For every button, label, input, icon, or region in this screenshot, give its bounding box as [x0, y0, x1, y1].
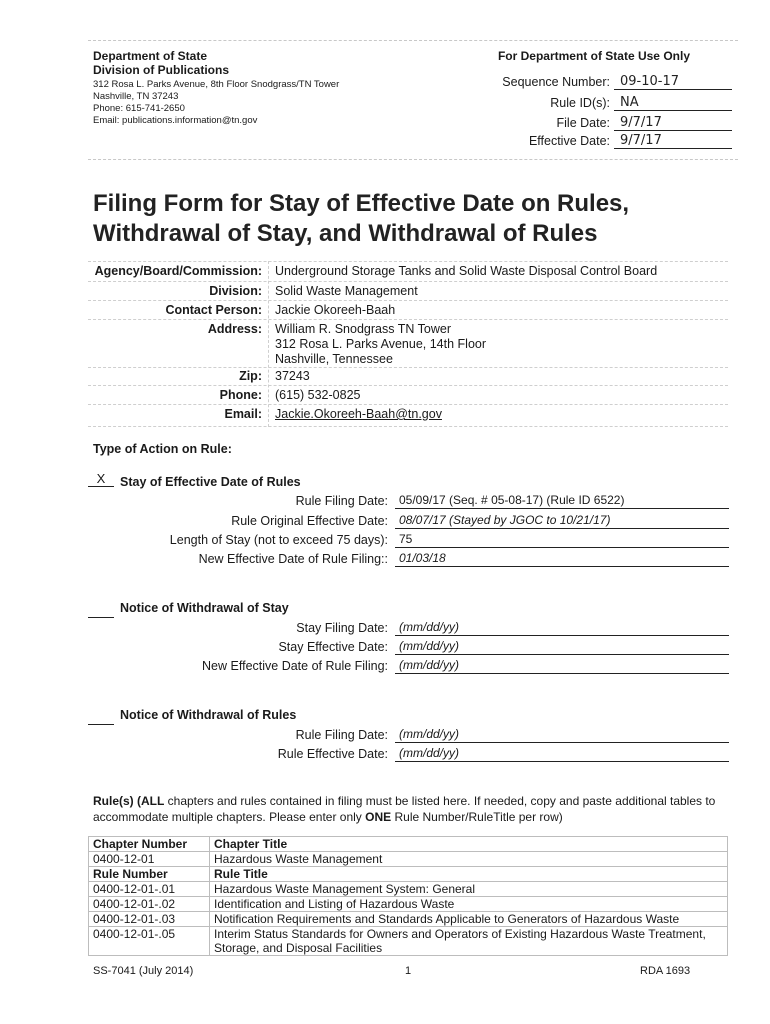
file-date-label: File Date: — [556, 116, 610, 130]
agency-value[interactable]: Underground Storage Tanks and Solid Waste Disposal Control Board — [275, 264, 658, 278]
stay-rule-filing-date-field[interactable]: 05/09/17 (Seq. # 05-08-17) (Rule ID 6522) — [395, 493, 729, 509]
note-one: ONE — [365, 810, 392, 824]
stay-filing-date-label: Stay Filing Date: — [296, 621, 388, 635]
rule-title-cell[interactable]: Identification and Listing of Hazardous Waste — [210, 897, 728, 912]
stay-checkbox[interactable]: X — [88, 472, 114, 487]
stay-length-field[interactable]: 75 — [395, 532, 729, 548]
sequence-number-label: Sequence Number: — [502, 75, 610, 89]
email-label: Email: — [224, 407, 262, 421]
address-line-2: 312 Rosa L. Parks Avenue, 14th Floor — [275, 337, 487, 351]
address-value[interactable] — [275, 322, 725, 367]
use-only-heading: For Department of State Use Only — [497, 49, 690, 63]
file-date-field[interactable]: 9/7/17 — [614, 115, 732, 131]
stay-rule-filing-date-label: Rule Filing Date: — [295, 494, 388, 508]
note-all: ALL — [141, 794, 165, 808]
agency-separator — [88, 426, 728, 427]
withdraw-rules-heading: Notice of Withdrawal of Rules — [120, 708, 297, 722]
withdraw-rules-checkbox[interactable] — [88, 710, 114, 725]
withdraw-new-effective-label: New Effective Date of Rule Filing: — [202, 659, 388, 673]
title-line-2: Withdrawal of Stay, and Withdrawal of Rules — [93, 220, 598, 247]
email-value[interactable]: Jackie.Okoreeh-Baah@tn.gov — [275, 407, 442, 421]
agency-separator — [88, 300, 728, 301]
stay-new-effective-field[interactable]: 01/03/18 — [395, 551, 729, 567]
rules-filing-date-label: Rule Filing Date: — [295, 728, 388, 742]
address-label: Address: — [207, 322, 262, 336]
note-part-3: Rule Number/RuleTitle per row) — [391, 810, 563, 824]
phone-label: Phone: — [219, 388, 262, 402]
agency-separator — [88, 404, 728, 405]
dept-email: Email: publications.information@tn.gov — [93, 115, 258, 126]
stay-length-label: Length of Stay (not to exceed 75 days): — [169, 533, 388, 547]
agency-separator — [88, 281, 728, 282]
rule-number-cell[interactable]: 0400-12-01-.01 — [89, 882, 210, 897]
chapter-number-cell[interactable]: 0400-12-01 — [89, 852, 210, 867]
rule-title-cell[interactable]: Interim Status Standards for Owners and Operators of Existing Hazardous Waste Treatment, Storage, and Disposal Facilities — [210, 927, 728, 956]
contact-person-label: Contact Person: — [165, 303, 262, 317]
note-part-2: chapters and rules contained in filing must be listed here. If needed, copy and paste additional tables to accommodate multiple chapters. Please enter only — [93, 794, 716, 824]
rule-ids-field[interactable]: NA — [614, 95, 732, 111]
department-name — [93, 49, 229, 77]
note-part-1: Rule(s) ( — [93, 794, 141, 808]
withdraw-stay-checkbox[interactable] — [88, 603, 114, 618]
rules-effective-date-label: Rule Effective Date: — [277, 747, 388, 761]
contact-person-value[interactable]: Jackie Okoreeh-Baah — [275, 303, 396, 317]
form-number: SS-7041 (July 2014) — [93, 965, 194, 977]
dept-city: Nashville, TN 37243 — [93, 91, 179, 102]
stay-original-effective-field[interactable]: 08/07/17 (Stayed by JGOC to 10/21/17) — [395, 513, 729, 529]
department-contact — [93, 79, 339, 127]
agency-separator — [88, 367, 728, 368]
dept-phone: Phone: 615-741-2650 — [93, 103, 185, 114]
stay-filing-date-field[interactable]: (mm/dd/yy) — [395, 620, 729, 636]
agency-label: Agency/Board/Commission: — [94, 264, 262, 278]
rule-number-cell[interactable]: 0400-12-01-.02 — [89, 897, 210, 912]
rda-number: RDA 1693 — [640, 965, 691, 977]
stay-original-effective-label: Rule Original Effective Date: — [231, 514, 388, 528]
table-row — [89, 882, 728, 897]
rule-number-cell[interactable]: 0400-12-01-.05 — [89, 927, 210, 956]
dept-address: 312 Rosa L. Parks Avenue, 8th Floor Snodgrass/TN Tower — [93, 79, 340, 90]
division-value[interactable]: Solid Waste Management — [275, 284, 418, 298]
dept-line-2: Division of Publications — [93, 63, 230, 77]
type-of-action-label: Type of Action on Rule: — [93, 442, 232, 456]
division-label: Division: — [209, 284, 262, 298]
zip-value[interactable]: 37243 — [275, 369, 310, 383]
agency-separator — [88, 261, 728, 262]
rules-effective-date-field[interactable]: (mm/dd/yy) — [395, 746, 729, 762]
agency-separator — [88, 319, 728, 320]
effective-date-label: Effective Date: — [528, 134, 610, 148]
dept-line-1: Department of State — [93, 49, 208, 63]
table-row — [89, 867, 728, 882]
rule-title-cell[interactable]: Notification Requirements and Standards Applicable to Generators of Hazardous Waste — [210, 912, 728, 927]
agency-divider — [268, 261, 269, 427]
page-title — [93, 189, 733, 249]
withdraw-new-effective-field[interactable]: (mm/dd/yy) — [395, 658, 729, 674]
sequence-number-field[interactable]: 09-10-17 — [614, 74, 732, 90]
table-row — [89, 927, 728, 956]
table-row — [89, 897, 728, 912]
rule-ids-label: Rule ID(s): — [550, 96, 610, 110]
rules-table — [88, 836, 728, 956]
table-row — [89, 852, 728, 867]
phone-value[interactable]: (615) 532-0825 — [275, 388, 361, 402]
stay-effective-date-field[interactable]: (mm/dd/yy) — [395, 639, 729, 655]
rule-title-header: Rule Title — [210, 867, 728, 882]
title-line-1: Filing Form for Stay of Effective Date on Rules, — [93, 190, 630, 217]
effective-date-field[interactable]: 9/7/17 — [614, 133, 732, 149]
address-line-3: Nashville, Tennessee — [275, 352, 393, 366]
chapter-title-header: Chapter Title — [210, 837, 728, 852]
rules-instructions — [93, 793, 723, 825]
address-line-1: William R. Snodgrass TN Tower — [275, 322, 451, 336]
rules-filing-date-field[interactable]: (mm/dd/yy) — [395, 727, 729, 743]
withdraw-stay-heading: Notice of Withdrawal of Stay — [120, 601, 289, 615]
rule-number-header: Rule Number — [89, 867, 210, 882]
rule-title-cell[interactable]: Hazardous Waste Management System: General — [210, 882, 728, 897]
table-row — [89, 912, 728, 927]
table-row — [89, 837, 728, 852]
stay-heading: Stay of Effective Date of Rules — [120, 475, 301, 489]
rule-number-cell[interactable]: 0400-12-01-.03 — [89, 912, 210, 927]
agency-separator — [88, 385, 728, 386]
chapter-title-cell[interactable]: Hazardous Waste Management — [210, 852, 728, 867]
chapter-number-header: Chapter Number — [89, 837, 210, 852]
stay-new-effective-label: New Effective Date of Rule Filing:: — [198, 552, 388, 566]
page-number: 1 — [405, 965, 412, 977]
zip-label: Zip: — [239, 369, 262, 383]
stay-effective-date-label: Stay Effective Date: — [278, 640, 388, 654]
